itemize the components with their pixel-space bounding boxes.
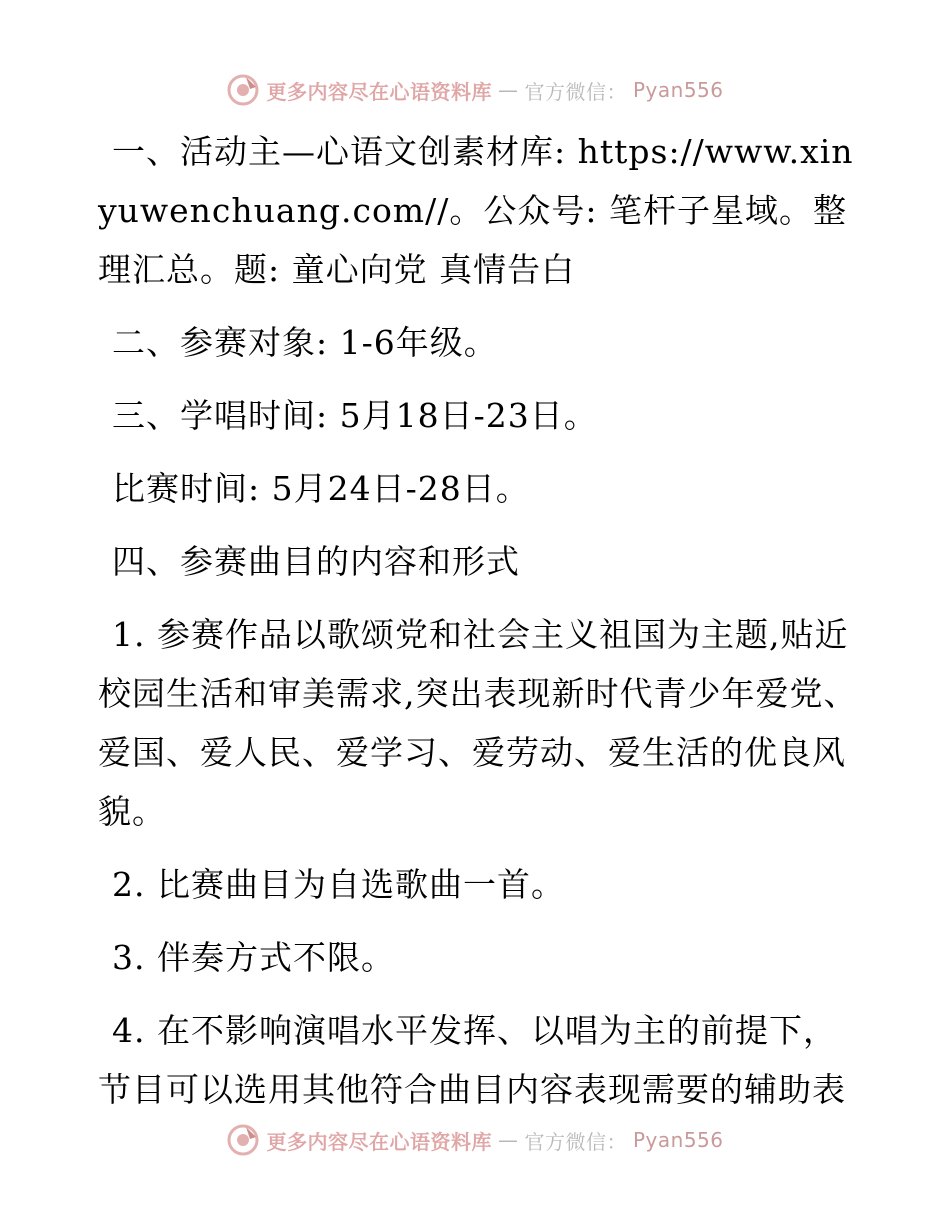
paragraph-item-4: 4. 在不影响演唱水平发挥、以唱为主的前提下，节目可以选用其他符合曲目内容表现需要的辅助表 xyxy=(98,1011,846,1109)
paragraph-participants: 二、参赛对象: 1-6年级。 xyxy=(112,323,498,362)
watermark-logo-icon xyxy=(226,1123,260,1157)
watermark-main-text: 更多内容尽在心语资料库 xyxy=(266,1129,492,1154)
watermark-wechat-id: Pyan556 xyxy=(632,1128,724,1152)
paragraph-activity-theme: 一、活动主—心语文创素材库: https://www.xinyuwenchuang.com//。公众号: 笔杆子星域。整理汇总。题: 童心向党 真情告白 xyxy=(98,132,854,289)
watermark-logo-icon xyxy=(226,73,260,107)
paragraph-item-2: 2. 比赛曲目为自选歌曲一首。 xyxy=(112,865,565,904)
paragraph-competition-time: 比赛时间: 5月24日-28日。 xyxy=(112,469,530,508)
paragraph-section-four-heading: 四、参赛曲目的内容和形式 xyxy=(112,542,520,581)
watermark-dash: — xyxy=(497,1128,519,1152)
paragraph-learning-time: 三、学唱时间: 5月18日-23日。 xyxy=(112,396,598,435)
watermark-sub-text: 官方微信： xyxy=(524,1129,627,1154)
document-body xyxy=(98,122,858,1133)
watermark-main-text: 更多内容尽在心语资料库 xyxy=(266,79,492,104)
watermark-wechat-id: Pyan556 xyxy=(632,78,724,102)
paragraph-item-3: 3. 伴奏方式不限。 xyxy=(112,938,395,977)
paragraph-item-1: 1. 参赛作品以歌颂党和社会主义祖国为主题,贴近校园生活和审美需求,突出表现新时代青少年爱党、爱国、爱人民、爱学习、爱劳动、爱生活的优良风貌。 xyxy=(98,615,858,831)
watermark-header xyxy=(0,70,950,110)
watermark-sub-text: 官方微信： xyxy=(524,79,627,104)
watermark-footer xyxy=(0,1120,950,1160)
watermark-dash: — xyxy=(497,78,519,102)
